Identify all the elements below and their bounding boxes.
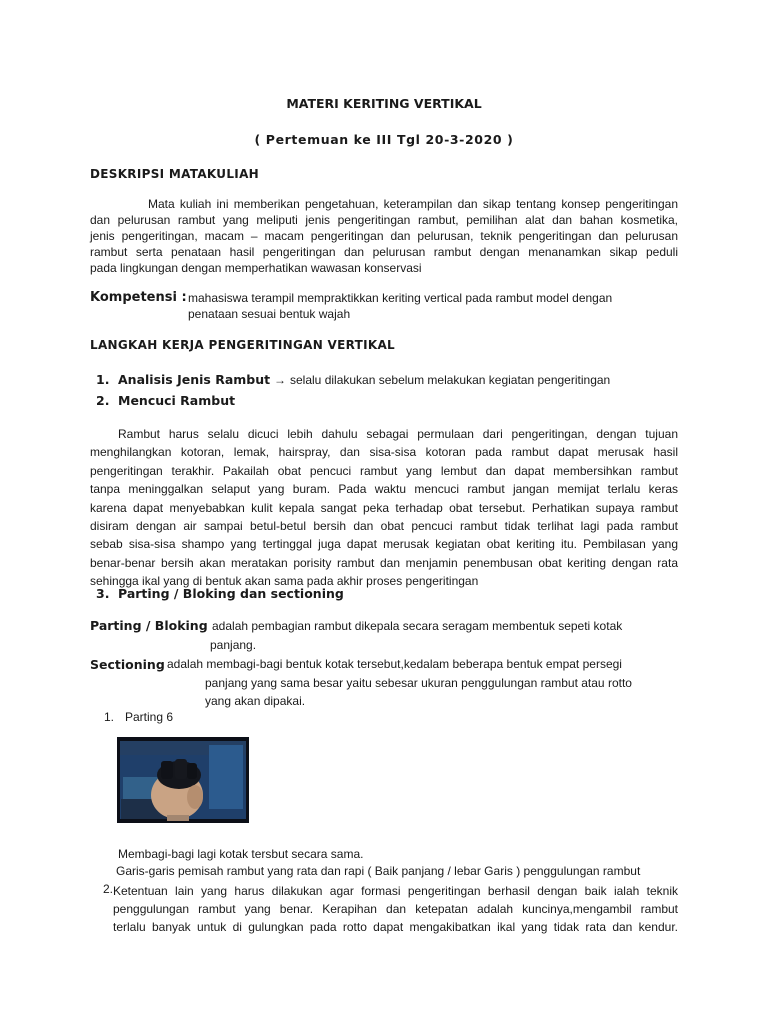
kompetensi-text: mahasiswa terampil mempraktikkan keriting vertical pada rambut model dengan [188, 291, 613, 305]
list-number: 3. [96, 586, 110, 601]
deskripsi-line: dan pelurusan rambut yang meliputi jenis pengeritingan rambut, pemilihan alat dan bahan kosmetika, [90, 213, 678, 227]
page-title: MATERI KERITING VERTIKAL [286, 96, 482, 111]
mencuci-line: benar-benar bersih akan meratakan porisity rambut dan menjamin penembusan obat keriting dengan rata [90, 555, 678, 570]
mannequin-photo [117, 737, 249, 823]
ketentuan-line: terlalu banyak untuk di gulungkan pada rotto dapat mengakibatkan ikal yang tidak rata dan kendur. [113, 920, 678, 934]
arrow-right-icon: → [274, 373, 286, 387]
step-parting-label: Parting / Bloking dan sectioning [118, 586, 344, 601]
mannequin-image [117, 737, 249, 823]
deskripsi-line: Mata kuliah ini memberikan pengetahuan, keterampilan dan sikap tentang konsep pengeritingan [148, 197, 678, 211]
sectioning-definition-3: yang akan dipakai. [205, 694, 306, 708]
deskripsi-line: jenis pengeritingan, macam – macam pengeritingan dan pelurusan, teknik pengeritingan dan pelurusan [90, 229, 678, 243]
deskripsi-heading: DESKRIPSI MATAKULIAH [90, 167, 259, 181]
parting-6-label: Parting 6 [125, 710, 174, 724]
sectioning-definition: adalah membagi-bagi bentuk kotak tersebut,kedalam beberapa bentuk empat persegi [167, 657, 622, 671]
list-number: 1. [104, 710, 115, 724]
mencuci-line: disiram dengan air sampai betul-betul bersih dan obat pencuci rambut tidak terlihat lagi pada rambut [90, 519, 678, 534]
parting-definition-2: panjang. [210, 638, 257, 652]
deskripsi-line: rambut serta penataan hasil pengeritingan dan pelurusan rambut dengan menanamkan sikap peduli [90, 245, 678, 259]
kompetensi-label: Kompetensi : [90, 290, 187, 305]
mencuci-line: karena dapat menyebabkan kulit kepala sangat peka terhadap obat tersebut. Perhatikan supaya rambut [90, 500, 678, 515]
caption-line: Membagi-bagi lagi kotak tersbut secara sama. [118, 847, 364, 861]
mencuci-paragraph [90, 425, 678, 591]
kompetensi-text-2: penataan sesuai bentuk wajah [188, 307, 351, 321]
step-analisis-text: selalu dilakukan sebelum melakukan kegiatan pengeritingan [290, 373, 611, 387]
page-subtitle: ( Pertemuan ke III Tgl 20-3-2020 ) [254, 132, 514, 147]
sectioning-term: Sectioning [90, 657, 165, 672]
mencuci-line: pengeritingan terakhir. Pakailah obat pencuci rambut yang lembut dan dapat membersihkan rambut [90, 463, 678, 478]
mencuci-line: Rambut harus selalu dicuci lebih dahulu sebagai permulaan dari pengeritingan, dengan tujuan [118, 427, 678, 441]
ketentuan-line: penggulungan rambut yang benar. Kerapihan dan ketepatan adalah kuncinya,mengambil rambut [113, 902, 678, 916]
sectioning-definition-2: panjang yang sama besar yaitu sebesar ukuran penggulungan rambut atau rotto [205, 676, 632, 690]
langkah-heading: LANGKAH KERJA PENGERITINGAN VERTIKAL [90, 338, 396, 352]
deskripsi-paragraph [90, 196, 678, 276]
ketentuan-paragraph [113, 882, 678, 936]
list-number: 2. [96, 393, 110, 408]
step-mencuci-label: Mencuci Rambut [118, 393, 236, 408]
ketentuan-line: Ketentuan lain yang harus dilakukan agar formasi pengeritingan berhasil dengan baik ialah teknik [113, 884, 678, 898]
mencuci-line: sehingga ikal yang di bentuk akan sama pada akhir proses pengeritingan [90, 574, 479, 589]
mencuci-line: sebab sisa-sisa shampo yang tertinggal juga dapat merusak kegiatan obat keriting itu. Pembilasan yang [90, 537, 678, 552]
mencuci-line: menghilangkan kotoran, lemak, hairspray, dan sisa-sisa kotoran pada rambut dapat merusak hasil [90, 445, 678, 460]
deskripsi-line: pada lingkungan dengan memperhatikan wawasan konservasi [90, 261, 422, 275]
list-number: 2. [103, 882, 114, 896]
list-number: 1. [96, 372, 110, 387]
caption-line-2: Garis-garis pemisah rambut yang rata dan rapi ( Baik panjang / lebar Garis ) penggulungan rambut [116, 864, 641, 878]
mencuci-line: tanpa meninggalkan selaput yang buram. Pada waktu mencuci rambut jangan memijat terlalu keras [90, 482, 678, 497]
parting-term: Parting / Bloking [90, 618, 208, 633]
parting-definition: adalah pembagian rambut dikepala secara seragam membentuk sepeti kotak [212, 619, 623, 633]
step-analisis-label: Analisis Jenis Rambut [118, 372, 271, 387]
